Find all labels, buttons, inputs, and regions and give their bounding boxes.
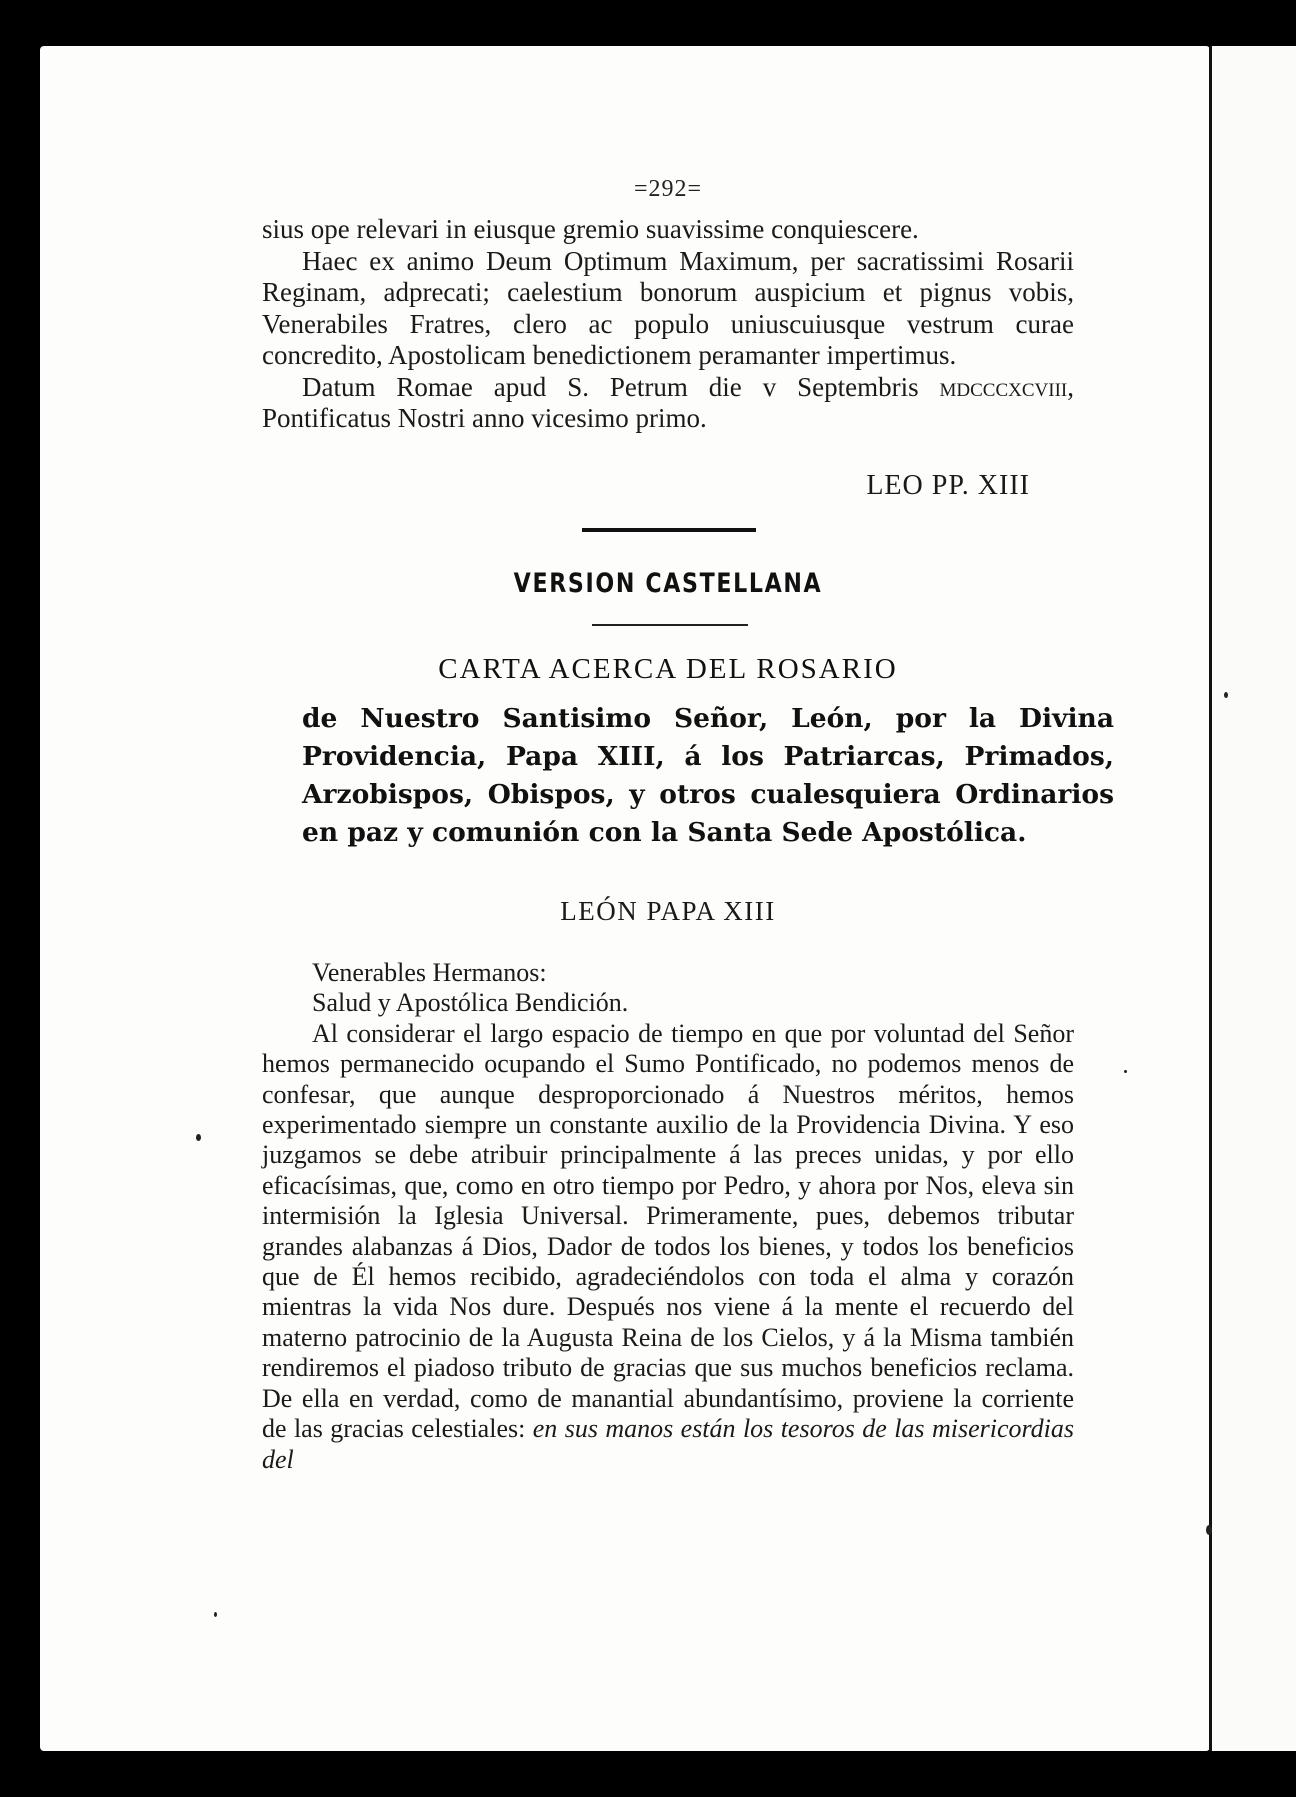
title-divider	[592, 624, 748, 626]
body-paragraph	[262, 1019, 1074, 1475]
dating-year: mdcccxcviii,	[939, 371, 1074, 402]
section-title: VERSION CASTELLANA	[513, 568, 823, 599]
dating-text: Datum Romae apud S. Petrum die v Septembris	[302, 371, 919, 402]
letter-subtitle: de Nuestro Santisimo Señor, León, por la Divina Providencia, Papa XIII, á los Patriarcas, Primados, Arzobispos, Obispos, y otros cualesquiera Ordinarios en paz y comunión con la Santa Sede Apostólica.	[302, 703, 1114, 848]
section-divider	[582, 528, 756, 532]
spanish-text	[262, 958, 1074, 1475]
page-gutter	[1209, 46, 1212, 1751]
body-text: Al considerar el largo espacio de tiempo en que por voluntad del Señor hemos permanecido ocupando el Sumo Pontificado, no podemos menos de confesar, que aunque desproporcionado á Nuestros méritos, hemos experimentado siempre un constante auxilio de la Providencia Divina. Y eso juzgamos se debe atribuir principalmente á las preces unidas, y por ello eficacísimas, que, como en otro tiempo por Pedro, y ahora por Nos, eleva sin intermisión la Iglesia Universal. Primeramente, pues, debemos tributar grandes alabanzas á Dios, Dador de todos los bienes, y todos los beneficios que de Él hemos recibido, agradeciéndolos con toda el alma y corazón mientras la vida Nos dure. Después nos viene á la mente el recuerdo del materno patrocinio de la Augusta Reina de los Cielos, y á la Misma también rendiremos el piadoso tributo de gracias que sus muchos beneficios reclama. De ella en verdad, como de manantial abundantísimo, proviene la corriente de las gracias celestiales:	[262, 1018, 1074, 1444]
latin-paragraph: Haec ex animo Deum Optimum Maximum, per sacratissimi Rosarii Reginam, adprecati; caelestium bonorum auspicium et pignus vobis, Venerabiles Fratres, clero ac populo uniuscuiusque vestrum curae concredito, Apostolicam benedictionem peramanter impertimus.	[262, 245, 1074, 370]
scan-speck	[1124, 1070, 1127, 1073]
pope-name: LEÓN PAPA XIII	[560, 896, 776, 926]
facing-page-edge	[1210, 46, 1296, 1751]
latin-text	[262, 214, 1074, 435]
scan-speck	[1206, 1525, 1212, 1535]
latin-signature: LEO PP. XIII	[866, 470, 1030, 501]
scan-speck	[1224, 692, 1228, 698]
scan-speck	[214, 1612, 217, 1617]
blessing: Salud y Apostólica Bendición.	[312, 988, 629, 1018]
salutation: Venerables Hermanos:	[312, 958, 547, 987]
body-italic-quote: en sus manos están los tesoros de las misericordias del	[262, 1414, 1074, 1474]
letter-title: CARTA ACERCA DEL ROSARIO	[438, 653, 898, 685]
latin-paragraph: sius ope relevari in eiusque gremio suavissime conquiescere.	[262, 214, 919, 244]
scan-speck	[196, 1134, 201, 1141]
dating-pontificate: Pontificatus Nostri anno vicesimo primo.	[262, 403, 707, 433]
latin-dating-paragraph	[262, 372, 1074, 435]
page-number: =292=	[633, 176, 703, 202]
